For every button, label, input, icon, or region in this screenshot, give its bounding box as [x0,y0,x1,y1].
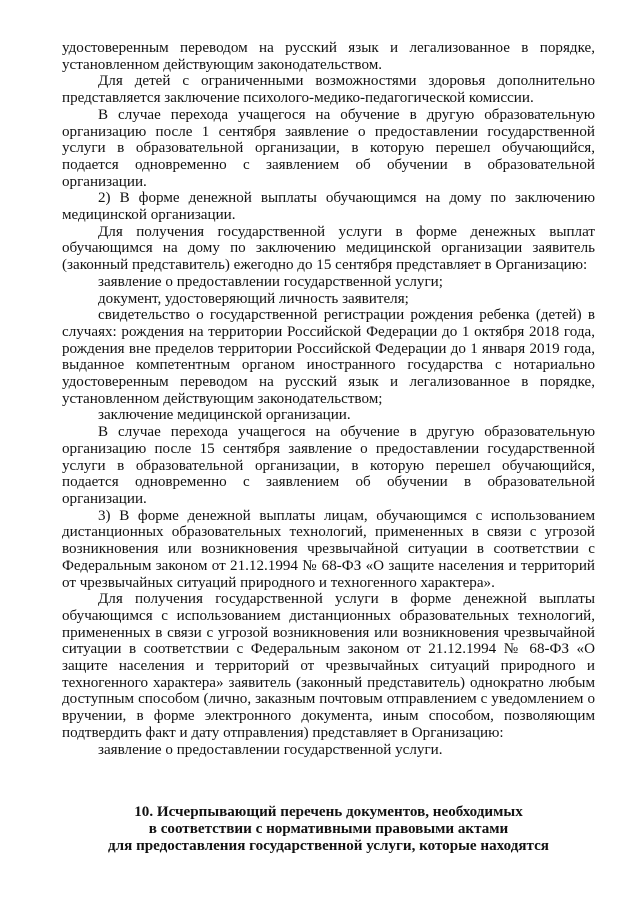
paragraph: Для получения государственной услуги в форме денежных выплат обучающимся на дому по заключению медицинской организации заявитель (законный представитель) ежегодно до 15 сентября представляет в Организацию: [62,223,595,274]
paragraph: Для детей с ограниченными возможностями здоровья дополнительно представляется заключение психолого-медико-педагогической комиссии. [62,73,595,107]
paragraph: 3) В форме денежной выплаты лицам, обучающимся с использованием дистанционных образовательных технологий, примененных в связи с угрозой возникновения или возникновения чрезвычайной ситуации в соответствии с Федеральным законом от 21.12.1994 № 68-ФЗ «О защите населения и территорий от чрезвычайных ситуаций природного и техногенного характера». [62,507,595,591]
list-item: документ, удостоверяющий личность заявителя; [98,290,409,307]
heading-line: в соответствии с нормативными правовыми актами [148,821,509,837]
list-item: заключение медицинской организации. [98,407,351,424]
list-item: свидетельство о государственной регистрации рождения ребенка (детей) в случаях: рождения на территории Российской Федерации до 1 октября 2018 года, рождения вне пределов территории Российской Федерации до 1 января 2019 года, выданное компетентным органом иностранного государства с нотариально удостоверенным переводом на русский язык и легализованное в порядке, установленном действующим законодательством; [62,307,595,407]
list-item: заявление о предоставлении государственной услуги; [98,273,443,290]
paragraph: В случае перехода учащегося на обучение в другую образовательную организацию после 15 сентября заявление о предоставлении государственной услуги в образовательной организации, в которую перешел обучающийся, подается одновременно с заявлением об обучении в образовательной организации. [62,424,595,507]
paragraph: удостоверенным переводом на русский язык и легализованное в порядке, установленном действующим законодательством. [62,40,595,73]
paragraph: Для получения государственной услуги в форме денежной выплаты обучающимся с использованием дистанционных образовательных технологий, примененных в связи с угрозой возникновения или возникновения чрезвычайной ситуации в соответствии с Федеральным законом от 21.12.1994 № 68-ФЗ «О защите населения и территорий от чрезвычайных ситуаций природного и техногенного характера» заявитель (законный представитель) однократно любым доступным способом (лично, заказным почтовым отправлением с уведомлением о вручении, в форме электронного документа, иным способом, позволяющим подтвердить факт и дату отправления) представляет в Организацию: [62,591,595,741]
heading-line: для предоставления государственной услуги, которые находятся [108,838,549,854]
paragraph: В случае перехода учащегося на обучение в другую образовательную организацию после 1 сентября заявление о предоставлении государственной услуги в образовательной организации, в которую перешел обучающийся, подается одновременно с заявлением об обучении в образовательной организации. [62,106,595,190]
section-heading [62,804,595,855]
document-body [62,40,595,758]
paragraph: 2) В форме денежной выплаты обучающимся на дому по заключению медицинской организации. [62,190,595,224]
heading-line: 10. Исчерпывающий перечень документов, необходимых [134,804,523,820]
list-item: заявление о предоставлении государственной услуги. [98,741,443,758]
